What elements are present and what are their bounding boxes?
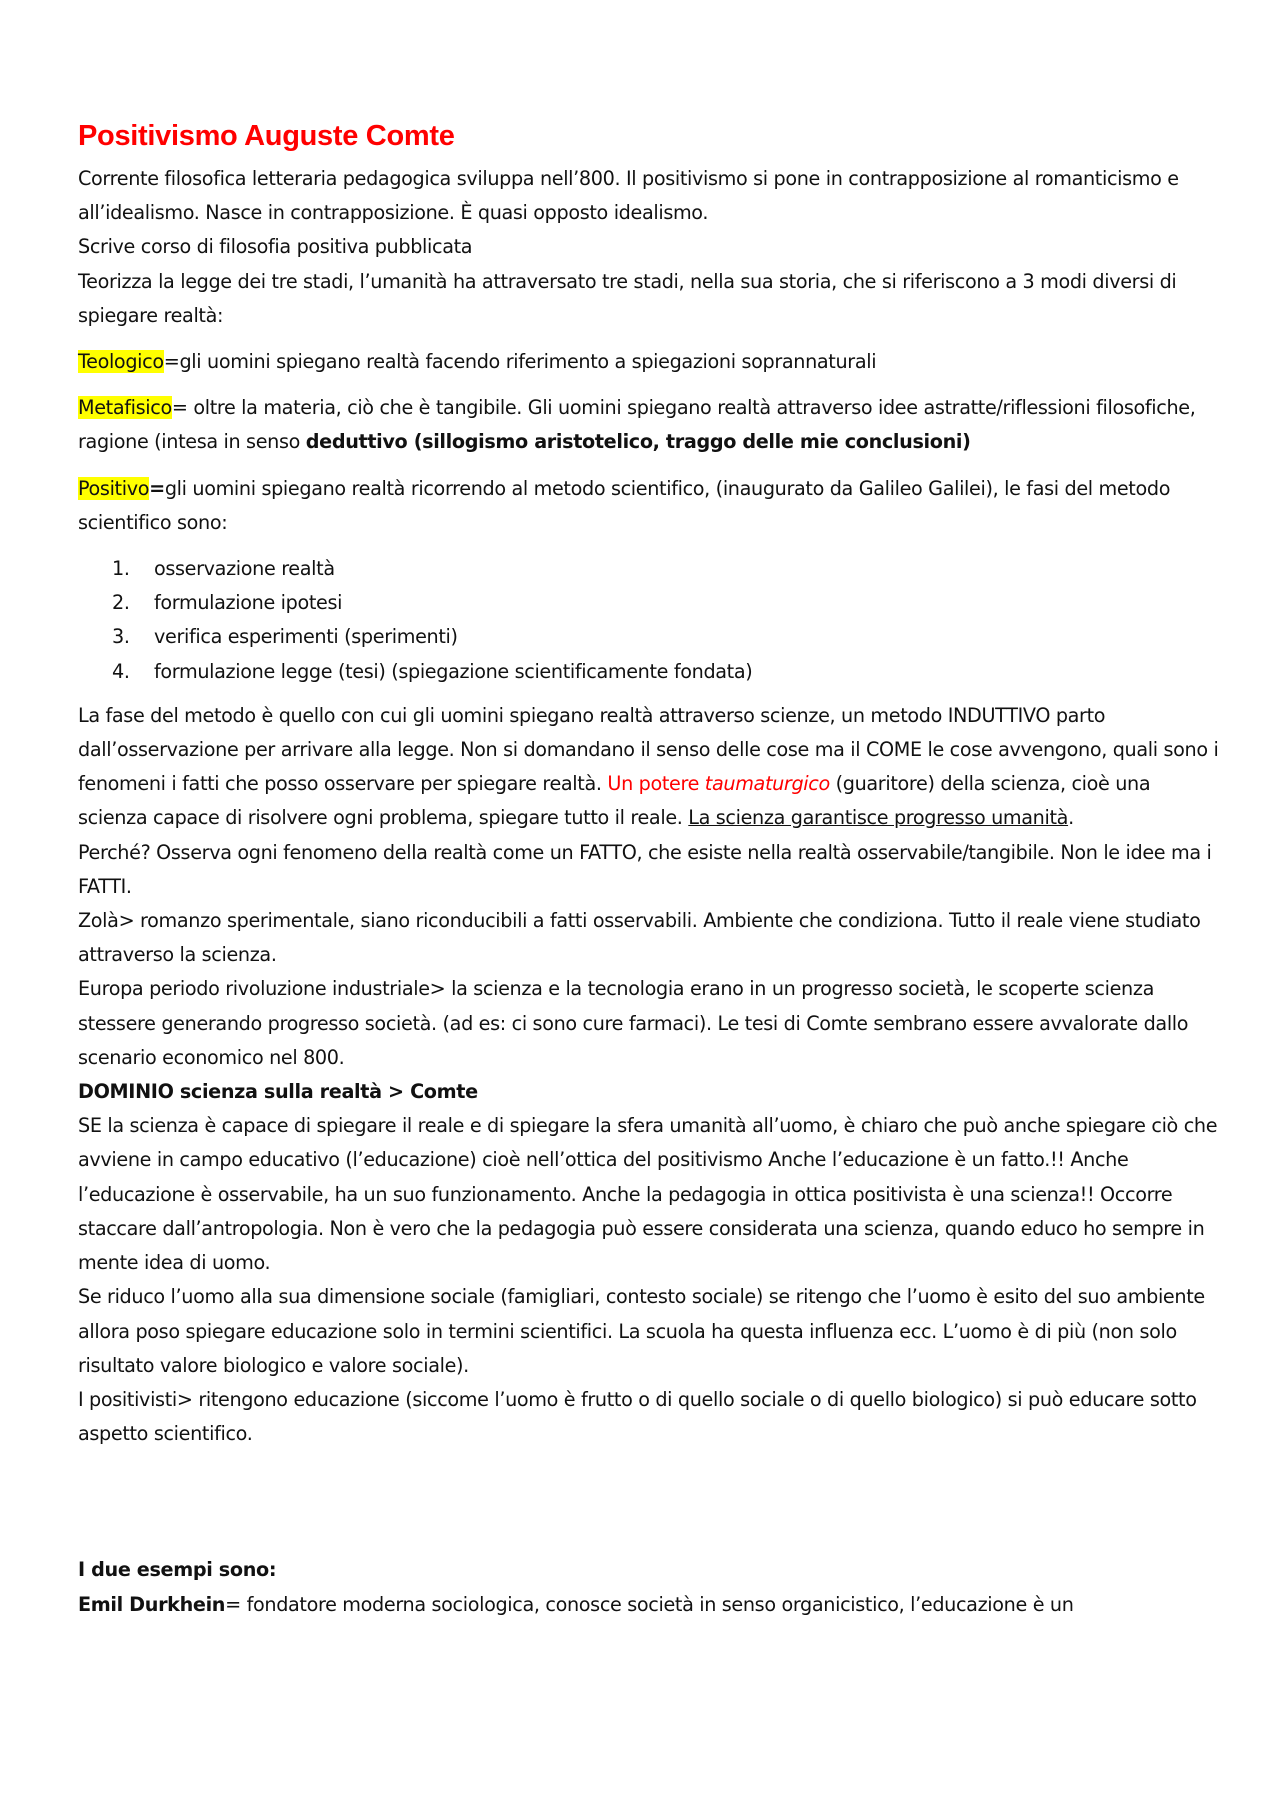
list-item-number: 3. — [112, 625, 130, 649]
list-item-text: osservazione realtà — [154, 557, 335, 581]
list-item — [112, 655, 1220, 689]
intro-line-three-stages: Teorizza la legge dei tre stadi, l’umanità ha attraversato tre stadi, nella sua storia, che si riferiscono a 3 modi diversi di spiegare realtà: — [78, 269, 1177, 327]
education-paragraph: SE la scienza è capace di spiegare il reale e di spiegare la sfera umanità all’uomo, è chiaro che può anche spiegare ciò che avviene in campo educativo (l’educazione) cioè nell’ottica del positivismo Anche l’educazione è un fatto.!! Anche l’educazione è osservabile, ha un suo funzionamento. Anche la pedagogia in ottica positivista è una scienza!! Occorre staccare dall’antropologia. Non è vero che la pedagogia può essere considerata una scienza, quando educo ho sempre in mente idea di uomo. — [78, 1114, 1218, 1275]
method-text-1: La fase del metodo è quello con cui gli uomini spiegano realtà attraverso scienze, un metodo INDUTTIVO parto dall’osservazione per arrivare alla legge. Non si domandano il senso delle cose ma il COME le cose avvengono, quali sono i fenomeni i fatti che posso osservare per spiegare realtà. — [78, 703, 1219, 796]
stage-positive-equals: = — [149, 476, 165, 500]
method-text-3: . — [1068, 806, 1074, 830]
durkheim-text: = fondatore moderna sociologica, conosce società in senso organicistico, l’educazione è un — [225, 1592, 1074, 1616]
stage-theological — [78, 345, 1220, 379]
list-item-number: 1. — [112, 557, 130, 581]
intro-paragraph: Corrente filosofica letteraria pedagogica sviluppa nell’800. Il positivismo si pone in contrapposizione al romanticismo e all’idealismo. Nasce in contrapposizione. È quasi opposto idealismo. — [78, 167, 1179, 225]
method-red-italic: taumaturgico — [704, 772, 830, 796]
stage-positive-text: gli uomini spiegano realtà ricorrendo al metodo scientifico, (inaugurato da Galileo Galilei), le fasi del metodo scientifico sono: — [78, 476, 1171, 534]
list-item-number: 4. — [112, 659, 130, 683]
list-item — [112, 586, 1220, 620]
stage-metaphysical — [78, 391, 1220, 459]
list-item-number: 2. — [112, 591, 130, 615]
stage-theological-text: =gli uomini spiegano realtà facendo riferimento a spiegazioni soprannaturali — [163, 350, 877, 374]
method-paragraph — [78, 699, 1220, 836]
positivists-paragraph: I positivisti> ritengono educazione (siccome l’uomo è frutto o di quello sociale o di quello biologico) si può educare sotto aspetto scientifico. — [78, 1387, 1197, 1446]
method-steps-list — [78, 552, 1220, 689]
page-title: Positivismo Auguste Comte — [78, 120, 455, 152]
list-item — [112, 552, 1220, 586]
method-underlined: La scienza garantisce progresso umanità — [688, 806, 1069, 830]
stage-theological-term: Teologico — [78, 350, 164, 374]
why-paragraph: Perché? Osserva ogni fenomeno della realtà come un FATTO, che esiste nella realtà osservabile/tangibile. Non le idee ma i FATTI. — [78, 840, 1212, 898]
reduce-paragraph: Se riduco l’uomo alla sua dimensione sociale (famigliari, contesto sociale) se ritengo che l’uomo è esito del suo ambiente allora poso spiegare educazione solo in termini scientifici. La scuola ha questa influenza ecc. L’uomo è di più (non solo risultato valore biologico e valore sociale). — [78, 1285, 1205, 1377]
list-item — [112, 620, 1220, 654]
domain-heading: DOMINIO scienza sulla realtà > Comte — [78, 1080, 478, 1104]
stage-metaphysical-bold: deduttivo (sillogismo aristotelico, traggo delle mie conclusioni) — [305, 430, 971, 454]
list-item-text: formulazione ipotesi — [154, 591, 343, 615]
list-item-text: formulazione legge (tesi) (spiegazione scientificamente fondata) — [154, 659, 753, 683]
intro-line-course: Scrive corso di filosofia positiva pubblicata — [78, 235, 473, 259]
stage-positive — [78, 472, 1220, 540]
document-body — [78, 162, 1220, 1622]
zola-paragraph: Zolà> romanzo sperimentale, siano riconducibili a fatti osservabili. Ambiente che condiziona. Tutto il reale viene studiato attraverso la scienza. — [78, 909, 1201, 967]
list-item-text: verifica esperimenti (sperimenti) — [154, 625, 458, 649]
stage-metaphysical-term: Metafisico — [78, 396, 172, 420]
stage-metaphysical-text: = oltre la materia, ciò che è tangibile. Gli uomini spiegano realtà attraverso idee astratte/riflessioni filosofiche, ragione (intesa in senso — [78, 396, 1196, 454]
blank-space — [78, 1451, 1220, 1553]
method-text-2: (guaritore) della scienza, cioè una scienza capace di risolvere ogni problema, spiegare tutto il reale. — [78, 772, 1151, 830]
durkheim-name: Emil Durkhein — [78, 1592, 226, 1616]
europe-paragraph: Europa periodo rivoluzione industriale> la scienza e la tecnologia erano in un progresso società, le scoperte scienza stessere generando progresso società. (ad es: ci sono cure farmaci). Le tesi di Comte sembrano essere avvalorate dallo scenario economico nel 800. — [78, 977, 1189, 1069]
stage-positive-term: Positivo — [78, 476, 150, 500]
method-red-text: Un potere — [607, 772, 705, 796]
durkheim-paragraph — [78, 1588, 1220, 1622]
examples-heading: I due esempi sono: — [78, 1558, 277, 1582]
